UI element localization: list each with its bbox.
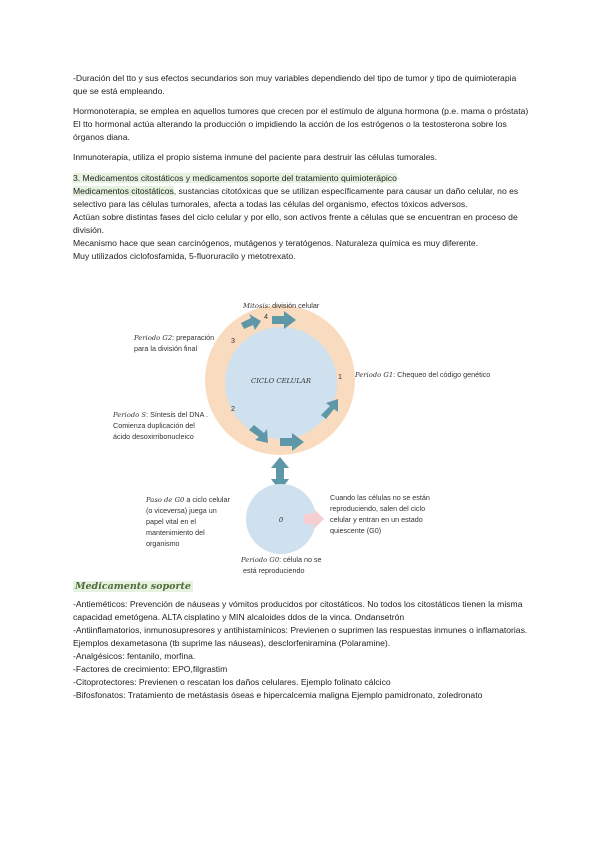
section-3 [73,172,533,263]
list-item: -Analgésicos: fentanilo, morfina. [73,651,196,661]
cell-cycle-diagram [0,295,600,580]
g0-left-line3: papel vital en el [146,517,196,526]
list-item: -Citoprotectores: Previenen o rescatan los daños celulares. Ejemplo folinato cálcico [73,677,391,687]
g0-center-label: 0 [278,516,284,524]
mitosis-label: Mitosis: división celular [243,301,320,310]
g0-left-line2: (o viceversa) juega un [146,506,217,515]
g0-left-line4: mantenimiento del [146,528,205,537]
paragraph-hormonoterapia: Hormonoterapia, se emplea en aquellos tumores que crecen por el estímulo de alguna hormona (p.e. mama o próstata) El tto hormonal actúa alterando la producción o impidiendo la acción de los estrógenos o la testosterona sobre los órganos diana. [73,106,529,142]
paragraph-inmunoterapia: Inmunoterapia, utiliza el propio sistema inmune del paciente para destruir las células tumorales. [73,152,437,162]
s-phase-label-line3: ácido desoxirribonucleico [113,432,194,441]
soporte-list [73,598,533,702]
citostaticos-term: Medicamentos citostáticos [73,186,174,196]
g2-label: Periodo G2: preparación [134,333,215,342]
phase-number-4: 4 [264,312,268,321]
cycle-center-label: CICLO CELULAR [251,377,311,385]
list-item: -Factores de crecimiento: EPO,filgrastim [73,664,228,674]
g0-right-line2: reproduciendo, salen del ciclo [330,504,426,513]
s-phase-label: Periodo S: Síntesis del DNA . [113,410,208,419]
paragraph-duration: -Duración del tto y sus efectos secundarios son muy variables dependiendo del tipo de tumor y tipo de quimioterapia que se está empleando. [73,73,517,96]
g0-right-line3: celular y entran en un estado [330,515,423,524]
section-heading: 3. Medicamentos citostáticos y medicamentos soporte del tratamiento quimioterápico [73,173,397,183]
phase-number-3: 3 [231,336,235,345]
g0-right-line4: quiescente (G0) [330,526,382,535]
phase-number-1: 1 [338,372,342,381]
g0-left-line5: organismo [146,539,180,548]
g2-label-line2: para la división final [134,344,198,353]
phase-number-2: 2 [231,404,235,413]
list-item: -Antieméticos: Prevención de náuseas y vómitos producidos por citostáticos. No todos los citostáticos tienen la misma capacidad emetógena. ALTA cisplatino y MIN alcaloides ddos de la vinca. Ondansetrón [73,599,523,622]
g0-left-label: Paso de G0 a ciclo celular [146,495,230,504]
g0-bottom-label: Periodo G0: célula no se [241,555,322,564]
section-line-utilizados: Muy utilizados ciclofosfamida, 5-fluoruracilo y metotrexato. [73,251,296,261]
list-item: -Bifosfonatos: Tratamiento de metástasis óseas e hipercalcemia maligna Ejemplo pamidronato, zoledronato [73,690,483,700]
g0-right-label: Cuando las células no se están [330,493,430,502]
section-line-mecanismo: Mecanismo hace que sean carcinógenos, mutágenos y teratógenos. Naturaleza química es muy diferente. [73,238,479,248]
citostaticos-definition [73,185,533,211]
citostaticos-definition-text: , sustancias citotóxicas que se utilizan específicamente para causar un daño celular, no es selectivo para las células tumorales, afecta a todas las células del organismo, efectos tóxicos adversos. [73,186,519,209]
s-phase-label-line2: Comienza duplicación del [113,421,195,430]
g0-bottom-line2: está reproduciendo [243,566,305,575]
section-line-fases: Actúan sobre distintas fases del ciclo celular y por ello, son activos frente a células que se encuentran en proceso de división. [73,212,518,235]
g1-label: Periodo G1: Chequeo del código genético [355,370,491,379]
intro-text [73,72,533,164]
list-item: -Antiinflamatorios, inmunosupresores y antihistamínicos: Previenen o suprimen las respuestas inmunes o inflamatorias. Ejemplos dexametasona (tb suprime las náuseas), desclorfeniramina (Polaramine). [73,625,528,648]
soporte-title: Medicamento soporte [75,581,191,592]
